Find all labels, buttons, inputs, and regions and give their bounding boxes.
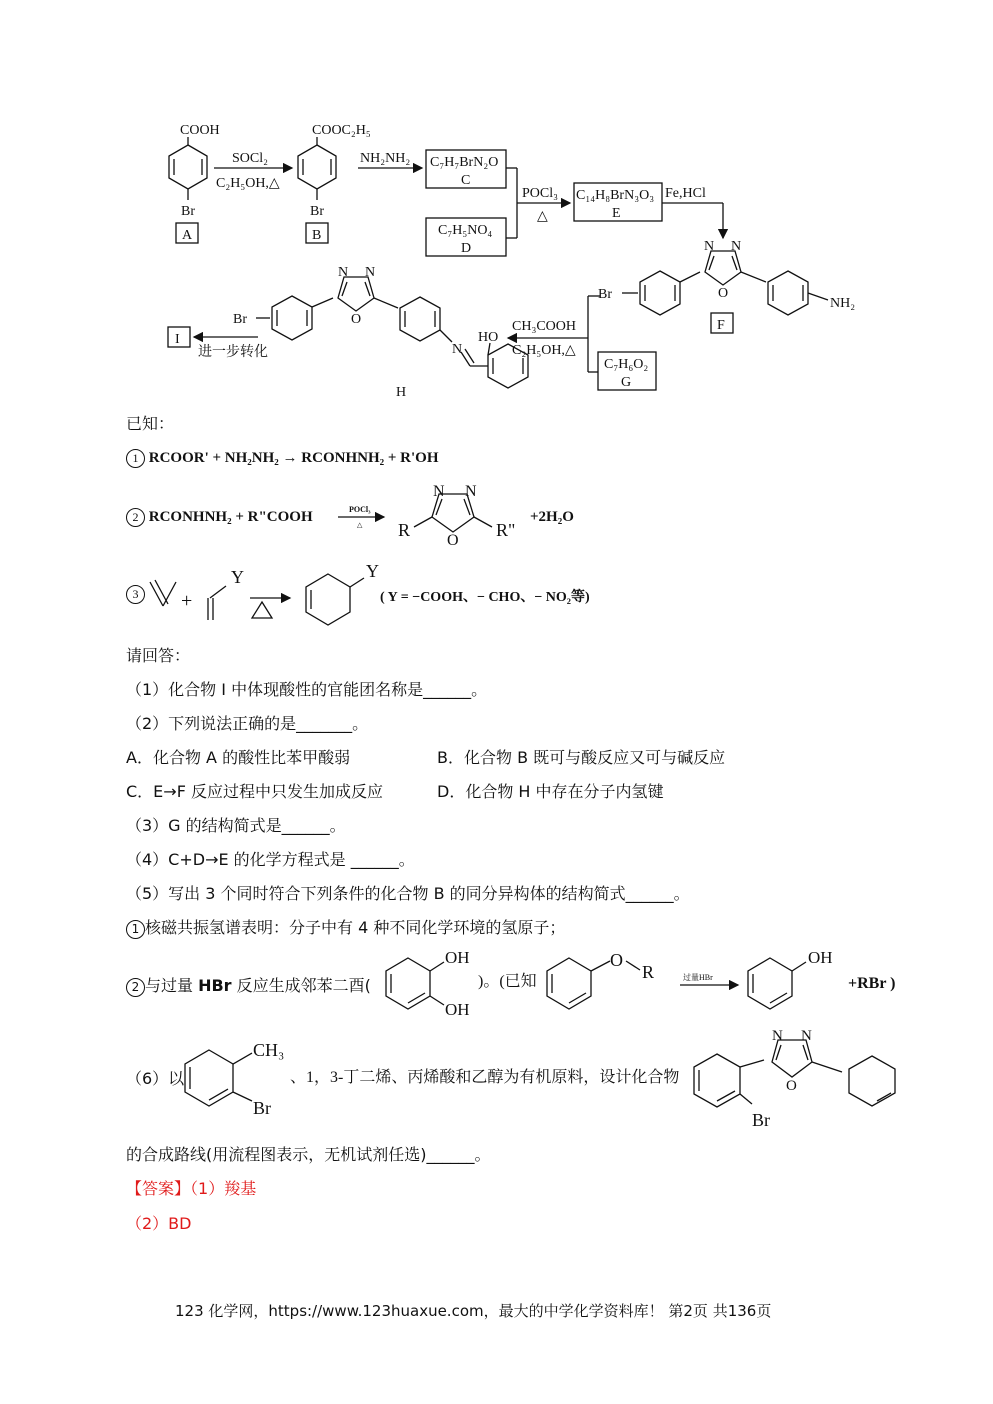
fh-above: CH₃COOH [512,319,576,334]
option-d: D．化合物 H 中存在分子内氢键 [437,782,664,801]
page-footer: 123 化学网，https://www.123huaxue.com，最大的中学化学资料库！ 第2页 共136页 [175,1302,772,1320]
q6-structures [170,1028,910,1138]
c2-mid: 反应生成邻苯二酉( [231,976,371,995]
q6-n1: N [772,1028,783,1044]
c2-oh3: OH [808,948,833,967]
circle-num-c2: 2 [126,978,145,997]
answer-2: （2）BD [126,1214,192,1233]
r3-y2: Y [366,561,379,581]
a-label: A [182,228,193,243]
option-b: B．化合物 B 既可与酸反应又可与碱反应 [437,748,726,767]
circle-num-c1: 1 [126,920,145,939]
question-5: （5）写出 3 个同时符合下列条件的化合物 B 的同分异构体的结构简式______。 [126,884,690,903]
cde-above: POCl₃ [522,186,559,201]
r2-cond2: △ [357,521,363,529]
d-label: D [461,241,472,256]
condition-2 [126,973,371,997]
f-nh2: NH₂ [830,296,856,311]
ef-above: Fe,HCl [665,186,706,201]
reaction-2-diagram [330,478,610,548]
r3-plus: + [181,590,193,612]
c2-close: )。(已知 [478,973,537,990]
h-n2: N [365,265,376,280]
i-label: I [175,332,180,347]
c-label: C [461,173,471,188]
c2-cond: 过量HBr [683,973,713,982]
r2-o: O [447,532,459,548]
h-imine-n: N [452,342,463,357]
r2-n2: N [465,483,477,500]
known-reaction-1 [126,449,439,468]
q6-pre: （6）以 [126,1069,185,1088]
condition-2-structures [380,940,920,1020]
b-bottom: Br [310,204,324,219]
q6-mid: 、1，3-丁二烯、丙烯酸和乙醇为有机原料，设计化合物 [290,1069,680,1086]
f-n1: N [704,239,715,254]
circle-num-3: 3 [126,585,145,604]
question-3: （3）G 的结构简式是______。 [126,816,346,835]
circle-num-1: 1 [126,449,145,468]
question-2: （2）下列说法正确的是_______。 [126,714,369,733]
c2-o: O [610,950,623,970]
r2-right: +2H₂O [530,509,574,525]
option-a: A．化合物 A 的酸性比苯甲酸弱 [126,748,351,767]
circle-num-2: 2 [126,508,145,527]
h-o: O [351,312,362,327]
f-o: O [718,286,729,301]
q6-ch3: CH₃ [253,1040,285,1060]
q6-o: O [786,1078,797,1094]
answer-1 [126,1176,256,1199]
a-top: COOH [180,123,220,138]
ab-above: SOCl₂ [232,151,269,166]
reaction-3-note: ( Y = −COOH、− CHO、− NO₂等) [380,590,590,605]
h-oh: HO [478,330,499,345]
e-formula: C₁₄H₈BrN₃O₃ [576,188,655,203]
condition-1-text: 核磁共振氢谱表明：分子中有 4 种不同化学环境的氢原子； [145,918,566,937]
reaction-1-text: RCOOR' + NH₂NH₂ → RCONHNH₂ + R'OH [148,450,439,466]
h-br: Br [233,312,247,327]
question-4: （4）C+D→E 的化学方程式是 ______。 [126,850,415,869]
f-label: F [717,318,725,333]
known-title: 已知： [126,414,175,433]
fh-below: C₂H₅OH,△ [512,343,576,358]
r3-y1: Y [231,567,244,587]
r2-r: R [398,520,411,540]
bc-above: NH₂NH₂ [360,151,411,166]
f-n2: N [731,239,742,254]
d-formula: C₇H₅NO₄ [438,223,493,238]
i-arrow-text: 进一步转化 [198,345,268,360]
r2-r2: R" [496,520,516,540]
c2-hbr: HBr [198,976,232,995]
g-formula: C₇H₆O₂ [604,357,649,372]
answer-1-text: （1）羧基 [190,1179,257,1198]
e-label: E [612,206,621,221]
cde-below: △ [537,209,548,224]
c2-r: R [642,962,655,982]
q6-br2: Br [752,1110,770,1130]
h-n1: N [338,265,349,280]
known-reaction-2 [126,508,313,527]
c-formula: C₇H₇BrN₂O [430,155,499,170]
option-c: C．E→F 反应过程中只发生加成反应 [126,782,383,801]
h-label: H [396,385,407,400]
compound-a-ring [169,137,207,200]
b-label: B [312,228,322,243]
reaction-scheme [0,100,993,400]
condition-1 [126,915,565,939]
compound-b-ring [298,137,336,200]
ab-below: C₂H₅OH,△ [216,176,280,191]
question-1: （1）化合物 I 中体现酸性的官能团名称是______。 [126,680,488,699]
f-br: Br [598,287,612,302]
r2-n1: N [433,483,445,500]
a-bottom: Br [181,204,195,219]
questions-intro: 请回答： [126,646,191,665]
q6-end: 的合成路线(用流程图表示，无机试剂任选)______。 [126,1145,491,1164]
c2-pre: 与过量 [145,976,199,995]
reaction-2-left: RCONHNH₂ + R"COOH [148,509,313,525]
compound-f-structure [622,251,828,315]
q6-br: Br [253,1098,271,1118]
r2-cond: POCl₃ [349,505,371,514]
c2-oh2: OH [445,1000,470,1019]
g-label: G [621,375,632,390]
answer-tag: 【答案】 [126,1179,191,1198]
q6-n2: N [801,1028,812,1044]
b-top: COOC₂H₅ [312,123,371,138]
c2-oh1: OH [445,948,470,967]
c2-rbr: +RBr ) [848,975,896,992]
